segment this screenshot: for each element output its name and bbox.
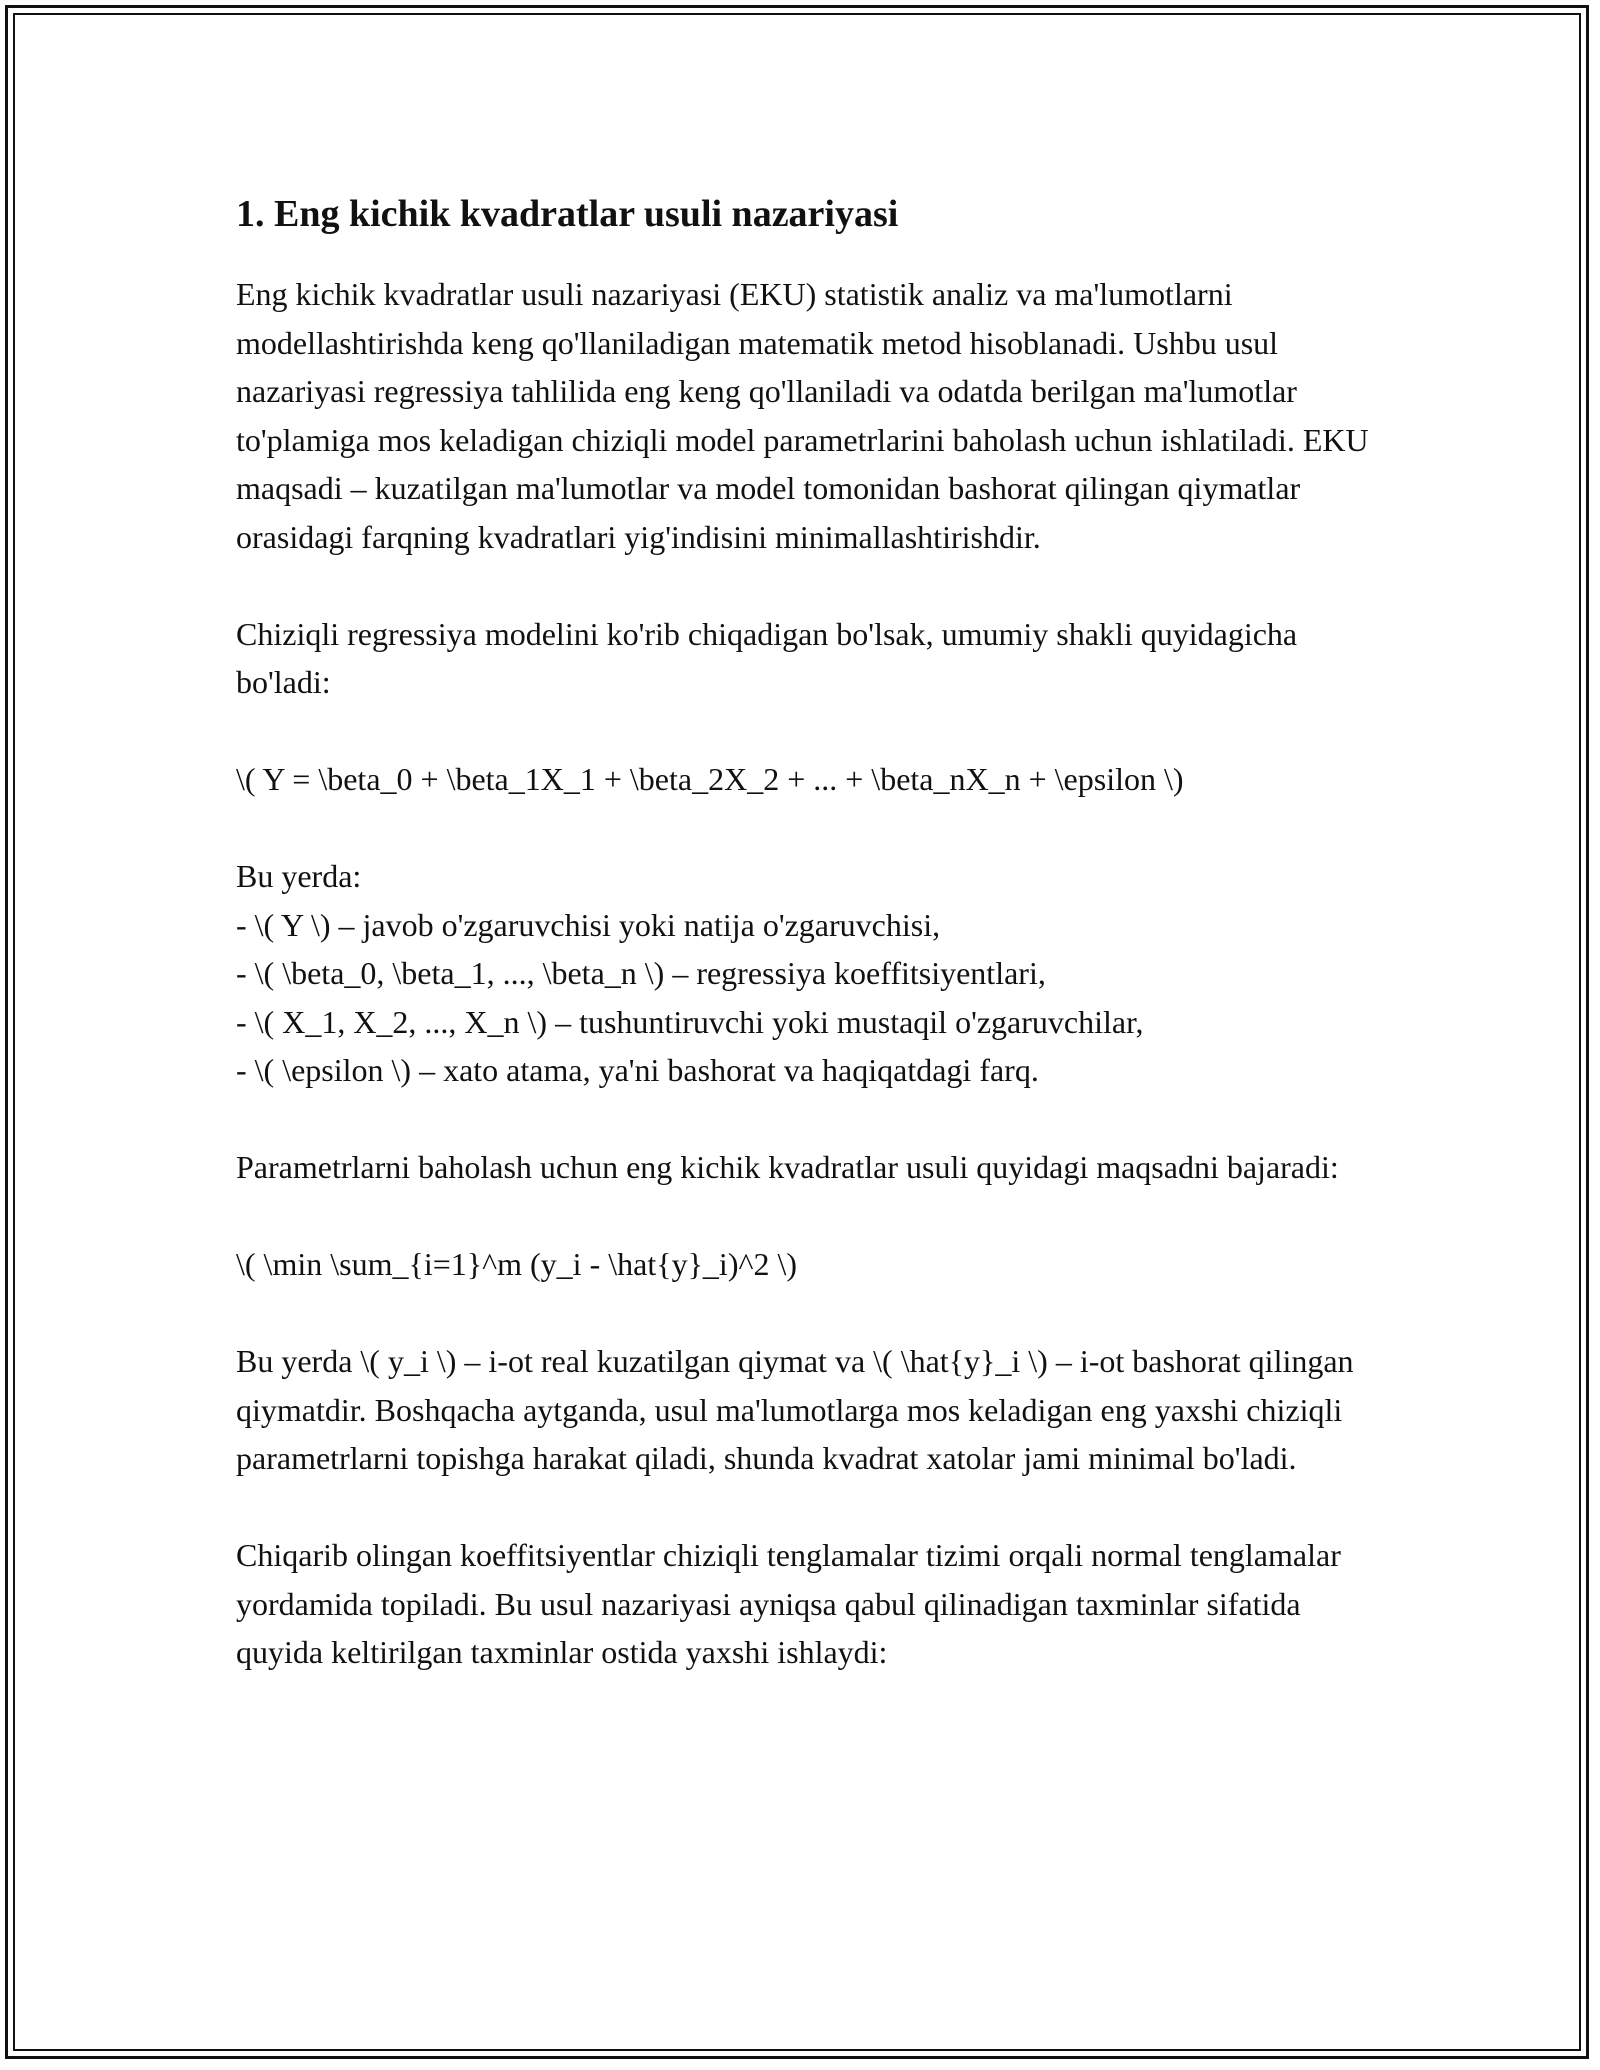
- paragraph-gap: [236, 1192, 1386, 1241]
- intro-paragraph: Eng kichik kvadratlar usuli nazariyasi (EKU) statistik analiz va ma'lumotlarni modellashtirishda keng qo'llaniladigan matematik metod hisoblanadi. Ushbu usul nazariyasi regressiya tahlilida eng keng qo'llaniladi va odatda berilgan ma'lumotlar to'plamiga mos keladigan chiziqli model parametrlarini baholash uchun ishlatiladi. EKU maqsadi – kuzatilgan ma'lumotlar va model tomonidan bashorat qilingan qiymatlar orasidagi farqning kvadratlari yig'indisini minimallashtirishdir.: [236, 276, 1369, 555]
- where-item-beta: - \( \beta_0, \beta_1, ..., \beta_n \) – regressiya koeffitsiyentlari,: [236, 955, 1046, 991]
- model-intro-paragraph: Chiziqli regressiya modelini ko'rib chiqadigan bo'lsak, umumiy shakli quyidagicha bo'ladi:: [236, 615, 1298, 700]
- where-item-y: - \( Y \) – javob o'zgaruvchisi yoki natija o'zgaruvchisi,: [236, 906, 941, 943]
- paragraph-gap: [236, 804, 1386, 853]
- paragraph-gap: [236, 561, 1386, 610]
- assumptions-paragraph: Chiqarib olingan koeffitsiyentlar chiziqli tenglamalar tizimi orqali normal tenglamalar yordamida topiladi. Bu usul nazariyasi ayniqsa qabul qilinadigan taxminlar sifatida quyida keltirilgan taxminlar ostida yaxshi ishlaydi:: [236, 1537, 1341, 1670]
- paragraph-gap: [236, 1095, 1386, 1144]
- where-item-x: - \( X_1, X_2, ..., X_n \) – tushuntiruvchi yoki mustaqil o'zgaruvchilar,: [236, 1003, 1144, 1040]
- section-heading: 1. Eng kichik kvadratlar usuli nazariyasi: [236, 193, 899, 235]
- where-block: [236, 852, 1386, 1095]
- document-body: [236, 188, 1386, 1677]
- regression-formula: \( Y = \beta_0 + \beta_1X_1 + \beta_2X_2 + ... + \beta_nX_n + \epsilon \): [236, 761, 1184, 797]
- paragraph-gap: [236, 1289, 1386, 1338]
- paragraph-gap: [236, 707, 1386, 756]
- minimization-formula: \( \min \sum_{i=1}^m (y_i - \hat{y}_i)^2 \): [236, 1246, 798, 1282]
- objective-paragraph: Parametrlarni baholash uchun eng kichik kvadratlar usuli quyidagi maqsadni bajaradi:: [236, 1149, 1339, 1185]
- explanation-paragraph: Bu yerda \( y_i \) – i-ot real kuzatilgan qiymat va \( \hat{y}_i \) – i-ot bashorat qilingan qiymatdir. Boshqacha aytganda, usul ma'lumotlarga mos keladigan eng yaxshi chiziqli parametrlarni topishga harakat qiladi, shunda kvadrat xatolar jami minimal bo'ladi.: [236, 1343, 1354, 1476]
- paragraph-gap: [236, 1483, 1386, 1532]
- where-label: Bu yerda:: [236, 858, 362, 894]
- where-item-epsilon: - \( \epsilon \) – xato atama, ya'ni bashorat va haqiqatdagi farq.: [236, 1052, 1039, 1088]
